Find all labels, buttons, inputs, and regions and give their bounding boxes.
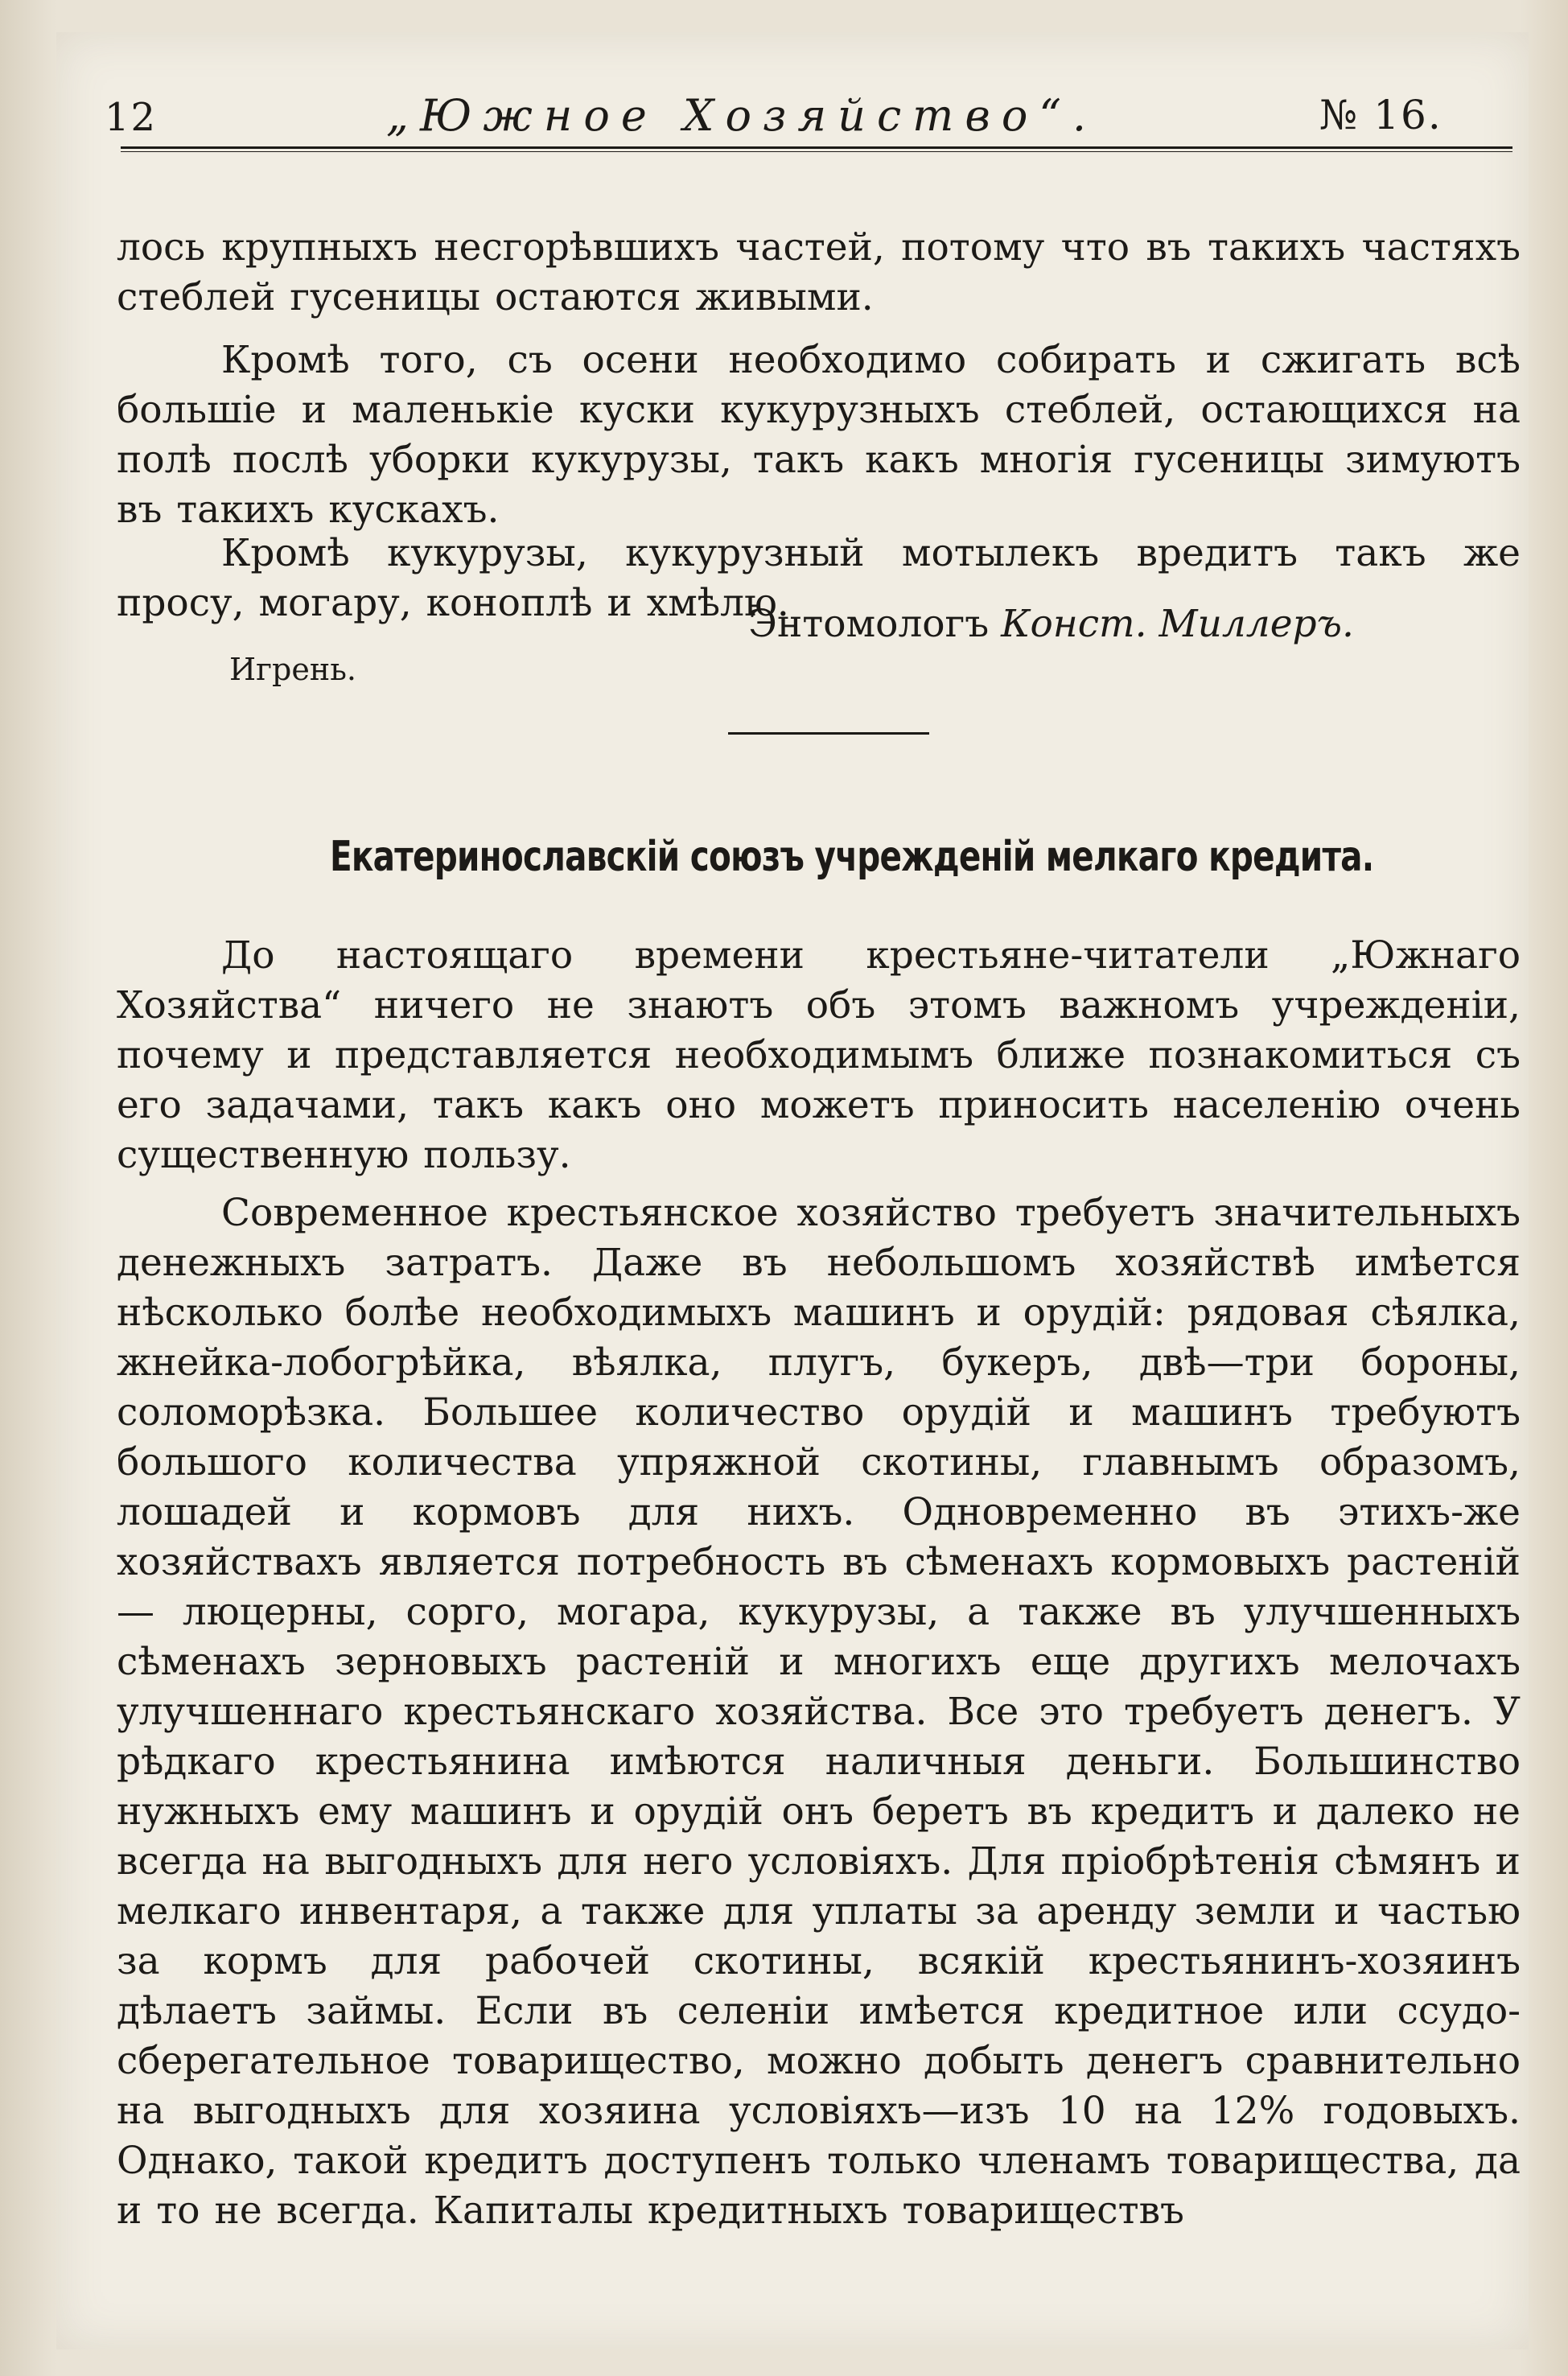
paragraph: лось крупныхъ несгорѣвшихъ частей, потому что въ такихъ частяхъ стеблей гусеницы остаются живыми.	[117, 225, 1521, 319]
paragraph: Кромѣ кукурузы, кукурузный мотылекъ вредитъ такъ же просу, могару, коноплѣ и хмѣлю.	[117, 531, 1521, 625]
scan-left-edge	[0, 0, 56, 2376]
paragraph: До настоящаго времени крестьяне-читатели „Южнаго Хозяйства“ ничего не знаютъ объ этомъ важномъ учрежденіи, почему и представляется необходимымъ ближе познакомиться съ его задачами, такъ какъ оно можетъ приносить населенію очень существенную пользу.	[117, 933, 1521, 1177]
article-title: Екатеринославскій союзъ учрежденій мелкаго кредита.	[330, 832, 1374, 881]
author-title: Энтомологъ	[748, 602, 990, 646]
issue-number: № 16.	[1319, 92, 1442, 138]
paragraph: Современное крестьянское хозяйство требуетъ значительныхъ денежныхъ затратъ. Даже въ небольшомъ хозяйствѣ имѣется нѣсколько болѣе необходимыхъ машинъ и орудій: рядовая сѣялка, жнейка-лобогрѣйка, вѣялка, плугъ, букеръ, двѣ—три бороны, соломорѣзка. Большее количество орудій и машинъ требуютъ большого количества упряжной скотины, главнымъ образомъ, лошадей и кормовъ для нихъ. Одновременно въ этихъ-же хозяйствахъ является потребность въ сѣменахъ кормовыхъ растеній — люцерны, сорго, могара, кукурузы, а также въ улучшенныхъ сѣменахъ зерновыхъ растеній и многихъ еще другихъ мелочахъ улучшеннаго крестьянскаго хозяйства. Все это требуетъ денегъ. У рѣдкаго крестьянина имѣются наличныя деньги. Большинство нужныхъ ему машинъ и орудій онъ беретъ въ кредитъ и далеко не всегда на выгодныхъ для него условіяхъ. Для пріобрѣтенія сѣмянъ и мелкаго инвентаря, а также для уплаты за аренду земли и частью за кормъ для рабочей скотины, всякій крестьянинъ-хозяинъ дѣлаетъ займы. Если въ селеніи имѣется кредитное или ссудо-сберегательное товарищество, можно добыть денегъ сравнительно на выгодныхъ для хозяина условіяхъ—изъ 10 на 12% годовыхъ. Однако, такой кредитъ доступенъ только членамъ товарищества, да и то не всегда. Капиталы кредитныхъ товариществъ	[117, 1191, 1521, 2233]
author-name: Конст. Миллеръ.	[1001, 602, 1354, 646]
author-signature	[748, 599, 1354, 649]
header-rule	[121, 146, 1512, 152]
place-name: Игрень.	[229, 652, 356, 687]
paragraph: Кромѣ того, съ осени необходимо собирать и сжигать всѣ большіе и маленькіе куски кукурузныхъ стеблей, остающихся на полѣ послѣ уборки кукурузы, такъ какъ многія гусеницы зимуютъ въ такихъ кускахъ.	[117, 338, 1521, 532]
page-number: 12	[105, 95, 158, 140]
section-divider	[728, 732, 929, 735]
journal-title: „Южное Хозяйство“.	[386, 90, 1098, 141]
